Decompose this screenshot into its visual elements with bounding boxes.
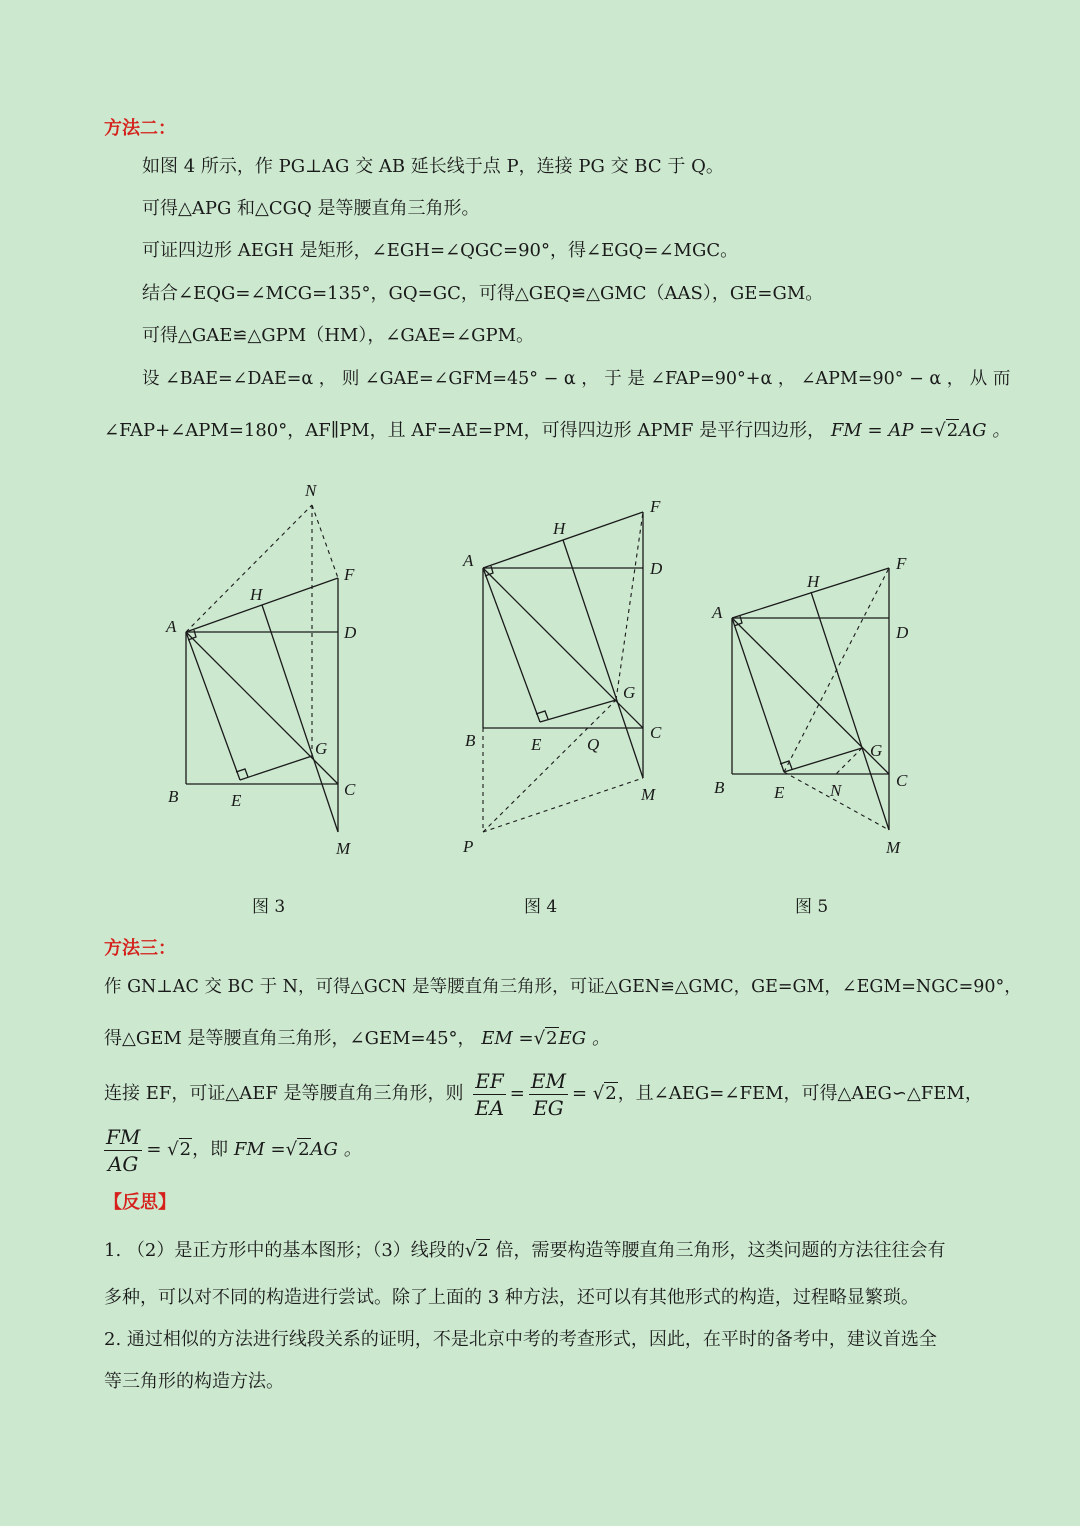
method2-line-7-text: ∠FAP+∠APM=180°，AF∥PM，且 AF=AE=PM，可得四边形 APMF 是平行四边形，: [104, 420, 826, 441]
fig3-label-E: E: [231, 791, 242, 810]
method3-line-4-end: AG 。: [310, 1139, 362, 1160]
method2-heading: 方法二：: [104, 118, 176, 139]
fig4-label-H: H: [553, 519, 566, 538]
method3-line-4-formula: FM =: [233, 1139, 286, 1160]
fraction-denominator: EA: [475, 1095, 505, 1120]
fig4-label-D: D: [650, 559, 663, 578]
sqrt-radicand: 2: [605, 1083, 617, 1104]
fraction-numerator: EM: [530, 1068, 566, 1093]
sqrt-radicand: 2: [946, 420, 959, 441]
method2-line-2: 可得△APG 和△CGQ 是等腰直角三角形。: [142, 198, 480, 219]
method3-line-2: [104, 1026, 610, 1052]
fig3-label-N: N: [305, 481, 317, 500]
fig4-label-Q: Q: [587, 735, 600, 754]
fig4-label-F: F: [650, 497, 661, 516]
fig3-label-H: H: [250, 585, 263, 604]
sqrt-symbol: √2: [934, 420, 959, 441]
method2-line-4: 结合∠EQG=∠MCG=135°，GQ=GC，可得△GEQ≌△GMC（AAS），GE=GM。: [142, 283, 824, 304]
sqrt-radicand: 2: [179, 1139, 192, 1160]
fig5-label-M: M: [886, 838, 901, 857]
method2-line-7: [104, 418, 1010, 444]
fig4-label-E: E: [531, 735, 542, 754]
fraction-denominator: AG: [107, 1151, 139, 1176]
fig3-label-G: G: [315, 739, 328, 758]
method2-line-7-end: AG 。: [959, 420, 1011, 441]
sqrt-symbol: √2: [533, 1028, 558, 1049]
fig3-label-A: A: [166, 617, 177, 636]
fraction-em-eg: [529, 1068, 568, 1121]
fig5-label-H: H: [807, 572, 820, 591]
fig5-label-F: F: [896, 554, 907, 573]
fig4-label-B: B: [465, 731, 476, 750]
sqrt-symbol: √2: [592, 1083, 617, 1104]
sqrt-symbol: √2: [285, 1139, 310, 1160]
fig4-label-M: M: [641, 785, 656, 804]
figure-3-diagram: [150, 470, 380, 870]
fig5-label-D: D: [896, 623, 909, 642]
reflection-line-3: 2. 通过相似的方法进行线段关系的证明，不是北京中考的考查形式，因此，在平时的备考中，建议首选全: [104, 1329, 937, 1350]
sqrt-symbol: √2: [464, 1240, 489, 1261]
sqrt-radicand: 2: [298, 1139, 310, 1160]
reflection-heading: 【反思】: [104, 1192, 176, 1213]
figure-3-caption: 图 3: [252, 897, 286, 917]
fig3-label-D: D: [344, 623, 357, 642]
fig5-label-A: A: [712, 603, 723, 622]
method2-line-6: 设 ∠BAE=∠DAE=α ， 则 ∠GAE=∠GFM=45° − α ， 于 是 ∠FAP=90°+α ， ∠APM=90° − α ， 从 而: [142, 369, 1011, 389]
method3-line-3-tail: ，且∠AEG=∠FEM，可得△AEG∽△FEM，: [617, 1083, 983, 1104]
method2-line-1: 如图 4 所示，作 PG⊥AG 交 AB 延长线于点 P，连接 PG 交 BC 于 Q。: [142, 156, 724, 177]
fraction-numerator: FM: [106, 1124, 141, 1149]
fig5-label-G: G: [870, 741, 883, 760]
fig3-label-B: B: [168, 787, 179, 806]
method3-line-4-mid: ，即: [192, 1139, 229, 1160]
fig5-label-C: C: [896, 771, 908, 790]
fraction-numerator: EF: [475, 1068, 504, 1093]
fig4-label-G: G: [623, 683, 636, 702]
fig4-label-C: C: [650, 723, 662, 742]
figure-5-caption: 图 5: [795, 897, 829, 917]
method2-line-5: 可得△GAE≌△GPM（HM），∠GAE=∠GPM。: [142, 325, 535, 346]
method3-heading: 方法三：: [104, 938, 176, 959]
method3-line-3: 连接 EF，可证△AEF 是等腰直角三角形，则 $\frac{EF}{EA}$ = $\frac{EM}{EG}$ = √2，且∠AEG=∠FEM，可得△AEG∽△FEM，: [104, 1068, 983, 1120]
method3-line-4: $\frac{FM}{AG}$ = √2，即 FM =√2AG 。: [106, 1124, 362, 1176]
fig4-label-A: A: [463, 551, 474, 570]
sqrt-symbol: √2: [167, 1139, 192, 1160]
sqrt-radicand: 2: [546, 1028, 558, 1049]
figure-4-caption: 图 4: [524, 897, 558, 917]
reflection-line-1-text: 1. （2）是正方形中的基本图形；（3）线段的: [104, 1240, 465, 1261]
method3-line-3-text: 连接 EF，可证△AEF 是等腰直角三角形，则: [104, 1083, 464, 1104]
method3-line-1: 作 GN⊥AC 交 BC 于 N，可得△GCN 是等腰直角三角形，可证△GEN≌△GMC，GE=GM，∠EGM=NGC=90°，: [104, 977, 1022, 997]
fig3-label-M: M: [336, 839, 351, 858]
method3-line-2-text: 得△GEM 是等腰直角三角形，∠GEM=45°，: [104, 1028, 476, 1049]
method3-line-2-formula: EM =: [481, 1028, 534, 1049]
reflection-line-1-tail: 倍，需要构造等腰直角三角形，这类问题的方法往往会有: [495, 1240, 946, 1261]
fraction-ef-ea: [473, 1068, 505, 1121]
figure-5-diagram: [700, 540, 930, 870]
reflection-line-2: 多种，可以对不同的构造进行尝试。除了上面的 3 种方法，还可以有其他形式的构造，过程略显繁琐。: [104, 1287, 919, 1308]
fraction-denominator: EG: [533, 1095, 564, 1120]
method2-line-3: 可证四边形 AEGH 是矩形，∠EGH=∠QGC=90°，得∠EGQ=∠MGC。: [142, 240, 739, 261]
sqrt-radicand: 2: [477, 1240, 489, 1261]
reflection-line-4: 等三角形的构造方法。: [104, 1371, 284, 1392]
reflection-line-1: [104, 1238, 945, 1264]
figure-4-diagram: [450, 490, 680, 870]
fig5-label-E: E: [774, 783, 785, 802]
method3-line-2-end: EG 。: [558, 1028, 610, 1049]
fig4-label-P: P: [463, 837, 474, 856]
fig5-label-B: B: [714, 778, 725, 797]
fraction-fm-ag: [104, 1124, 142, 1177]
fig5-label-N: N: [830, 781, 842, 800]
fig3-label-F: F: [344, 565, 355, 584]
method2-line-7-formula: FM = AP =: [830, 420, 935, 441]
fig3-label-C: C: [344, 780, 356, 799]
